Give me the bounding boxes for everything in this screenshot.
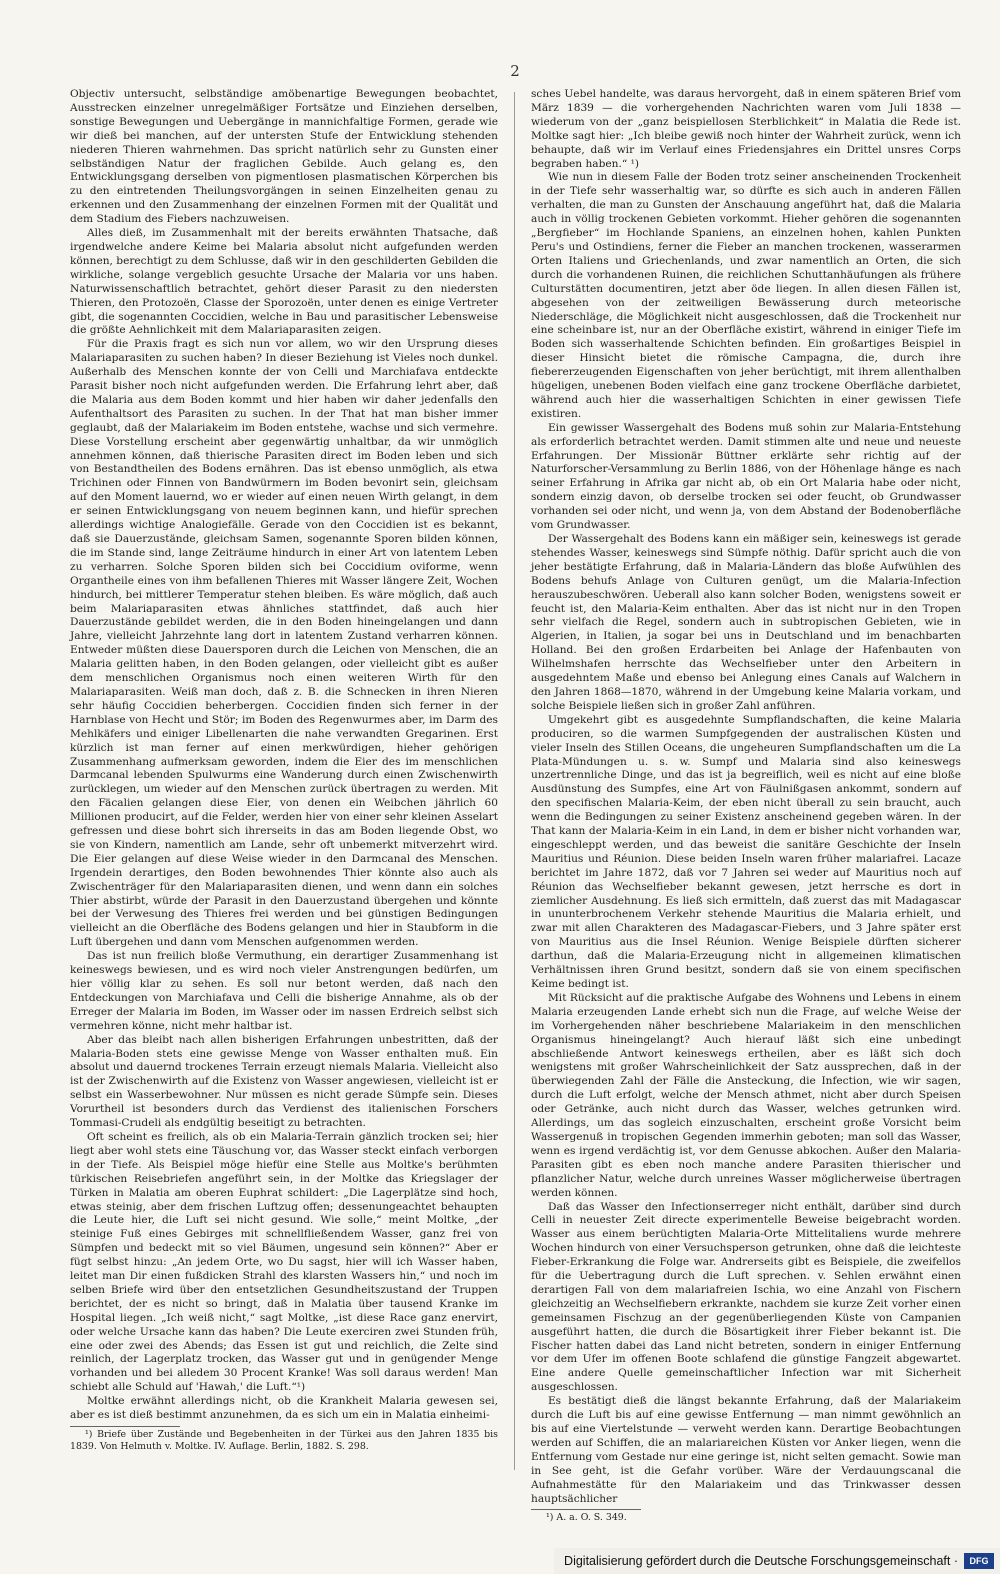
paragraph: Der Wassergehalt des Bodens kann ein mäßiger sein, keineswegs ist gerade stehendes Wasser, keineswegs sind Sümpfe nöthig. Dafür spricht auch die von jeher bestätigte Erfahrung, daß in Malaria-Ländern das bloße Aufwühlen des Bodens behufs Anlage von Culturen genügt, um die Malaria-Infection herauszubeschwören. Ueberall also kann solcher Boden, wenigstens soweit er feucht ist, den Malaria-Keim enthalten. Aber das ist nicht nur in den Tropen sehr vielfach die Regel, sondern auch in subtropischen Gebieten, wie in Algerien, in Italien, ja sogar bei uns in Deutschland und im benachbarten Holland. Bei den großen Erdarbeiten bei Anlage der Hafenbauten von Wilhelmshafen herrschte das Wechselfieber unter den Arbeitern in ausgedehntem Maße und ebenso bei Anlegung eines Canals auf Walchern in den Jahren 1868—1870, während in der Umgebung keine Malaria vorkam, und solche Beispiele ließen sich in großer Zahl anführen. [531,533,961,712]
dfg-logo-icon: DFG [964,1553,994,1569]
paragraph: Das ist nun freilich bloße Vermuthung, ein derartiger Zusammenhang ist keineswegs bewiesen, und es wird noch vieler Anstrengungen bedürfen, um hier völlig klar zu sehen. Es soll nur betont werden, daß nach den Entdeckungen von Marchiafava und Celli die bisherige Annahme, als ob der Erreger der Malaria im Boden, im Wasser oder im nassen Erdreich selbst sich vermehren könne, nicht mehr haltbar ist. [70,950,498,1032]
paragraph: Aber das bleibt nach allen bisherigen Erfahrungen unbestritten, daß der Malaria-Boden stets eine gewisse Menge von Wasser enthalten muß. Ein absolut und dauernd trockenes Terrain erzeugt niemals Malaria. Vielleicht also ist der Zwischenwirth auf die Existenz von Wasser angewiesen, vielleicht ist er selbst ein Wasserbewohner. Nur müssen es nicht gerade Sümpfe sein. Dieses Vorurtheil ist besonders durch das Verdienst des italienischen Forschers Tommasi-Crudeli als endgültig beseitigt zu betrachten. [70,1033,498,1130]
paragraph: Wie nun in diesem Falle der Boden trotz seiner anscheinenden Trockenheit in der Tiefe sehr wasserhaltig war, so dürfte es sich auch in anderen Fällen verhalten, die man zu Gunsten der Anschauung angeführt hat, daß die Malaria auch in völlig trockenen Gebieten vorkommt. Hieher gehören die sogenannten „Bergfieber“ im Hochlande Spaniens, an einzelnen hohen, kahlen Punkten Peru's und Ostindiens, ferner die Fieber an manchen trockenen, wasserarmen Orten Italiens und Griechenlands, und zwar namentlich an Orten, die sich durch die vorhandenen Ruinen, die reichlichen Schuttanhäufungen als frühere Culturstätten documentiren, jetzt aber öde liegen. In allen diesen Fällen ist, abgesehen von der zeitweiligen Bewässerung durch meteorische Niederschläge, die Möglichkeit nicht ausgeschlossen, daß die Trockenheit nur eine scheinbare ist, nur an der Oberfläche existirt, während in einiger Tiefe im Boden sich wasserhaltende Schichten befinden. Ein großartiges Beispiel in dieser Hinsicht bietet die römische Campagna, die, durch ihre fiebererzeugenden Eigenschaften von jeher berüchtigt, mit ihrem allenthalben hügeligen, unebenen Boden vielfach eine ganz trockene Oberfläche darbietet, während auch hier die wasserhaltigen Schichten in einer gewissen Tiefe existiren. [531,171,961,420]
paragraph: Oft scheint es freilich, als ob ein Malaria-Terrain gänzlich trocken sei; hier liegt aber wohl stets eine Täuschung vor, das Wasser steckt einfach verborgen in der Tiefe. Als Beispiel möge hiefür eine Stelle aus Moltke's berühmten türkischen Reisebriefen angeführt sein, in der Moltke das Kriegslager der Türken in Malatia am oberen Euphrat schildert: „Die Lagerplätze sind hoch, etwas steinig, aber dem frischen Luftzug offen; dessenungeachtet behaupten die Leute hier, die Luft sei nicht gesund. Wie solle,“ meint Moltke, „der steinige Fuß eines Gebirges mit schnellfließendem Wasser, ganz frei von Sümpfen und bedeckt mit so viel Bäumen, ungesund sein können?“ Aber er fügt selbst hinzu: „An jedem Orte, wo Du sagst, hier will ich Wasser haben, leitet man Dir einen fußdicken Strahl des klarsten Wassers hin,“ und noch im selben Briefe wird über den entsetzlichen Gesundheitszustand der Truppen berichtet, der es nicht so bringt, daß in Malatia über tausend Kranke im Hospital liegen. „Ich weiß nicht,“ sagt Moltke, „ist diese Race ganz enervirt, oder welche Ursache kann das haben? Die Leute exerciren zwei Stunden früh, eine oder zwei des Abends; das Essen ist gut und reichlich, die Zelte sind reinlich, der Lagerplatz trocken, das Wasser gut und in genügender Menge vorhanden und bei alledem 30 Procent Kranke! Was soll daraus werden! Man schiebt alle Schuld auf 'Hawah,' die Luft.“¹) [70,1130,498,1394]
paragraph: Umgekehrt gibt es ausgedehnte Sumpflandschaften, die keine Malaria produciren, so die warmen Sumpfgegenden der australischen Küsten und vieler Inseln des Stillen Oceans, die ungeheuren Sumpflandschaften um die La Plata-Mündungen u. s. w. Sumpf und Malaria sind also keineswegs unzertrennliche Dinge, und das ist ja begreiflich, weil es nicht auf eine bloße Ausdünstung des Sumpfes, eine Art von Fäulnißgasen ankommt, sondern auf den specifischen Malaria-Keim, der eben nicht überall zu sein braucht, auch wenn die Bedingungen zu seiner Existenz anscheinend gegeben wären. In der That kann der Malaria-Keim in ein Land, in dem er bisher nicht vorhanden war, eingeschleppt werden, und das beweist die sanitäre Geschichte der Inseln Mauritius und Réunion. Diese beiden Inseln waren früher malariafrei. Lacaze berichtet im Jahre 1872, daß vor 7 Jahren sei weder auf Mauritius noch auf Réunion das Wechselfieber bekannt gewesen, jetzt herrsche es dort in ziemlicher Ausdehnung. Es ließ sich ermitteln, daß zuerst das mit Madagascar in ununterbrochenem Verkehr stehende Mauritius die Malaria erhielt, und zwar mit allen Charakteren des Madagascar-Fiebers, und 3 Jahre später erst von Mauritius aus die Insel Réunion. Wenige Beispiele dürften sicherer darthun, daß die Malaria-Erzeugung nicht in allgemeinen klimatischen Verhältnissen ihren Grund besitzt, sondern daß sie von einem specifischen Keime bedingt ist. [531,713,961,990]
footnote-rule [531,1509,641,1510]
paragraph: Für die Praxis fragt es sich nun vor allem, wo wir den Ursprung dieses Malariaparasiten zu suchen haben? In dieser Beziehung ist Vieles noch dunkel. Außerhalb des Menschen konnte der von Celli und Marchiafava entdeckte Parasit bisher noch nicht aufgefunden werden. Die Erfahrung lehrt aber, daß die Malaria aus dem Boden kommt und hier haben wir daher jedenfalls den Aufenthaltsort des Parasiten zu suchen. In der That hat man bisher immer geglaubt, daß der Malariakeim im Boden entstehe, wachse und sich vermehre. Diese Vorstellung erscheint aber gegenwärtig unhaltbar, da wir unmöglich annehmen können, daß thierische Parasiten direct im Boden leben und sich von Bestandtheilen des Bodens ernähren. Das ist ebenso unmöglich, als etwa Trichinen oder Finnen von Bandwürmern im Boden bevonirt sein, gleichsam auf den Moment lauernd, wo er wieder auf einen neuen Wirth gelangt, in dem er seinen Entwicklungsgang von neuem beginnen kann, und hiefür sprechen allerdings wichtige Analogiefälle. Gerade von den Coccidien ist es bekannt, daß sie Dauerzustände, gleichsam Samen, sogenannte Sporen bilden können, die im Stande sind, lange Zeiträume hindurch in einer Art von latentem Leben zu verharren. Solche Sporen bilden sich bei Coccidium oviforme, wenn Organtheile eines von ihm befallenen Thieres mit Wasser längere Zeit, Wochen hindurch, bei mittlerer Temperatur stehen bleiben. Es wäre möglich, daß auch beim Malariaparasiten etwas ähnliches stattfindet, daß auch hier Dauerzustände gebildet werden, die in den Boden hineingelangen und dann Jahre, vielleicht Jahrzehnte lang dort in latentem Zustand verharren können. Entweder müßten diese Dauersporen durch die Leichen von Menschen, die an Malaria gelitten haben, in den Boden gelangen, oder vielleicht gibt es außer dem menschlichen Organismus noch einen weiteren Wirth für den Malariaparasiten. Weiß man doch, daß z. B. die Schnecken in ihren Nieren sehr häufig Coccidien beherbergen. Coccidien finden sich ferner in der Harnblase von Hecht und Stör; im Boden des Regenwurmes aber, im Darm des Mehlkäfers und einiger Libellenarten die nahe verwandten Gregarinen. Erst kürzlich ist man ferner auf einen merkwürdigen, hieher gehörigen Zusammenhang aufmerksam geworden, indem die Eier des im menschlichen Darmcanal lebenden Spulwurms eine Wanderung durch einen Zwischenwirth zurücklegen, um wieder auf den Menschen zurück übertragen zu werden. Mit den Fäcalien gelangen diese Eier, von denen ein Weibchen jährlich 60 Millionen producirt, auf die Felder, werden hier von einer sehr kleinen Asselart gefressen und diese bohrt sich ihrerseits in das am Boden liegende Obst, wo sie von Kindern, namentlich am Lande, sehr oft unbemerkt mitverzehrt wird. Die Eier gelangen auf diese Weise wieder in den Darmcanal des Menschen. Irgendein derartiges, den Boden bewohnendes Thier könnte also auch als Zwischenträger für den Malariaparasiten dienen, und wenn dann ein solches Thier abstirbt, würde der Parasit in den Dauerzustand übergehen und könnte bei der Verwesung des Thieres frei werden und bei günstigen Bedingungen vielleicht an die Oberfläche des Bodens gelangen und hier in Staubform in die Luft übergehen und dann vom Menschen aufgenommen werden. [70,338,498,949]
page-number: 2 [510,62,520,80]
paragraph: Ein gewisser Wassergehalt des Bodens muß sohin zur Malaria-Entstehung als erforderlich betrachtet werden. Damit stimmen alte und neue und neueste Erfahrungen. Der Missionär Büttner erklärte sehr richtig auf der Naturforscher-Versammlung zu Berlin 1886, von der Höhenlage hänge es nach seiner Erfahrung in Afrika gar nicht ab, ob ein Ort Malaria habe oder nicht, sondern einzig davon, ob derselbe trocken sei oder feucht, ob Grundwasser vorhanden sei oder nicht, und wenn ja, von dem Abstand der Bodenoberfläche vom Grundwasser. [531,421,961,532]
right-column [531,88,961,1524]
column-divider [514,92,515,1470]
paragraph: Mit Rücksicht auf die praktische Aufgabe des Wohnens und Lebens in einem Malaria erzeugenden Lande erhebt sich nun die Frage, auf welche Weise der im Vorhergehenden näher beschriebene Malariakeim in den menschlichen Organismus hineingelangt? Auch hierauf läßt sich eine unbedingt abschließende Antwort keineswegs ertheilen, aber es läßt sich doch wenigstens mit großer Wahrscheinlichkeit der Satz aussprechen, daß in der überwiegenden Zahl der Fälle die Ansteckung, die Infection, wie wir sagen, durch die Luft erfolgt, welche der Mensch athmet, nicht aber durch Speisen oder Getränke, auch nicht durch das Wasser, welches getrunken wird. Allerdings, um das sogleich einzuschalten, erscheint große Vorsicht beim Wassergenuß in tropischen Gegenden immerhin geboten; man soll das Wasser, wenn es irgend verdächtig ist, vor dem Genusse abkochen. Außer den Malaria-Parasiten gibt es eben noch manche andere Parasiten thierischer und pflanzlicher Natur, welche durch unreines Wasser möglicherweise übertragen werden können. [531,991,961,1199]
paragraph: sches Uebel handelte, was daraus hervorgeht, daß in einem späteren Brief vom März 1839 — die vorhergehenden Nachrichten waren vom Juli 1838 — wiederum von der „ganz beispiellosen Sterblichkeit“ in Malatia die Rede ist. Moltke sagt hier: „Ich bleibe gewiß noch hinter der Wahrheit zurück, wenn ich behaupte, daß wir im Verlauf eines Friedensjahres ein Drittel unsres Corps begraben haben.“ ¹) [531,88,961,170]
paragraph: Moltke erwähnt allerdings nicht, ob die Krankheit Malaria gewesen sei, aber es ist dieß bestimmt anzunehmen, da es sich um ein in Malatia einheimi- [70,1395,498,1422]
paragraph: Objectiv untersucht, selbständige amöbenartige Bewegungen beobachtet, Ausstrecken einzelner unregelmäßiger Fortsätze und Einziehen derselben, sonstige Bewegungen und Uebergänge in mannichfaltige Formen, gerade wie wir dieß bei manchen, auf der untersten Stufe der Entwicklung stehenden niederen Thieren wahrnehmen. Das spricht natürlich sehr zu Gunsten einer selbständigen Natur der fraglichen Gebilde. Auch gelang es, den Entwicklungsgang derselben von pigmentlosen plasmatischen Körperchen bis zu den eintretenden Theilungsvorgängen in seinen Einzelheiten genau zu erkennen und den Zusammenhang der einzelnen Formen mit der Qualität und dem Stadium des Fiebers nachzuweisen. [70,88,498,226]
footer-text: Digitalisierung gefördert durch die Deutsche Forschungsgemeinschaft · [564,1554,958,1568]
paragraph: Alles dieß, im Zusammenhalt mit der bereits erwähnten Thatsache, daß irgendwelche andere Keime bei Malaria absolut nicht aufgefunden werden können, berechtigt zu dem Schlusse, daß wir in den geschilderten Gebilden die wirkliche, solange vergeblich gesuchte Ursache der Malaria vor uns haben. Naturwissenschaftlich betrachtet, gehört dieser Parasit zu den niedersten Thieren, den Protozoën, Classe der Sporozoën, unter denen es einige Vertreter gibt, die sogenannten Coccidien, welche in Bau und parasitischer Lebensweise die größte Aehnlichkeit mit dem Malariaparasiten zeigen. [70,227,498,337]
paragraph: Es bestätigt dieß die längst bekannte Erfahrung, daß der Malariakeim durch die Luft bis auf eine gewisse Entfernung — man nimmt gewöhnlich an bis auf eine Viertelstunde — verweht werden kann. Derartige Beobachtungen werden auf Schiffen, die an malariareichen Küsten vor Anker liegen, wenn die Entfernung vom Gestade nur eine geringe ist, nicht selten gemacht. Sowie man in See geht, ist die Gefahr vorüber. Wäre der Verdauungscanal die Aufnahmestätte für den Malariakeim und das Trinkwasser dessen hauptsächlicher [531,1395,961,1505]
paragraph: Daß das Wasser den Infectionserreger nicht enthält, darüber sind durch Celli in neuester Zeit directe experimentelle Beweise beigebracht worden. Wasser aus einem berüchtigten Malaria-Orte Mittelitaliens wurde mehrere Wochen hindurch von einer Versuchsperson getrunken, ohne daß die leichteste Fieber-Erkrankung die Folge war. Andrerseits gibt es Beispiele, die zweifellos für die Uebertragung durch die Luft sprechen. v. Sehlen erwähnt einen derartigen Fall von dem malariafreien Ischia, wo eine Anzahl von Fischern gleichzeitig an Wechselfiebern erkrankte, nachdem sie kurze Zeit vorher einen gemeinsamen Fischzug an der gegenüberliegenden Küste von Campanien ausgeführt hatten, die durch die Bösartigkeit ihrer Fieber bekannt ist. Die Fischer hatten dabei das Land nicht betreten, sondern in einiger Entfernung vor dem Ufer im offenen Boote schlafend die günstige Fangzeit abgewartet. Eine andere Quelle gemeinschaftlicher Infection war mit Sicherheit ausgeschlossen. [531,1200,961,1394]
footnote-rule [70,1426,180,1427]
footnote: ¹) Briefe über Zustände und Begebenheiten in der Türkei aus den Jahren 1835 bis 1839. Von Helmuth v. Moltke. IV. Auflage. Berlin, 1882. S. 298. [70,1429,498,1452]
footnote: ¹) A. a. O. S. 349. [546,1512,627,1524]
digitization-footer [554,1548,1000,1574]
left-column [70,88,498,1453]
